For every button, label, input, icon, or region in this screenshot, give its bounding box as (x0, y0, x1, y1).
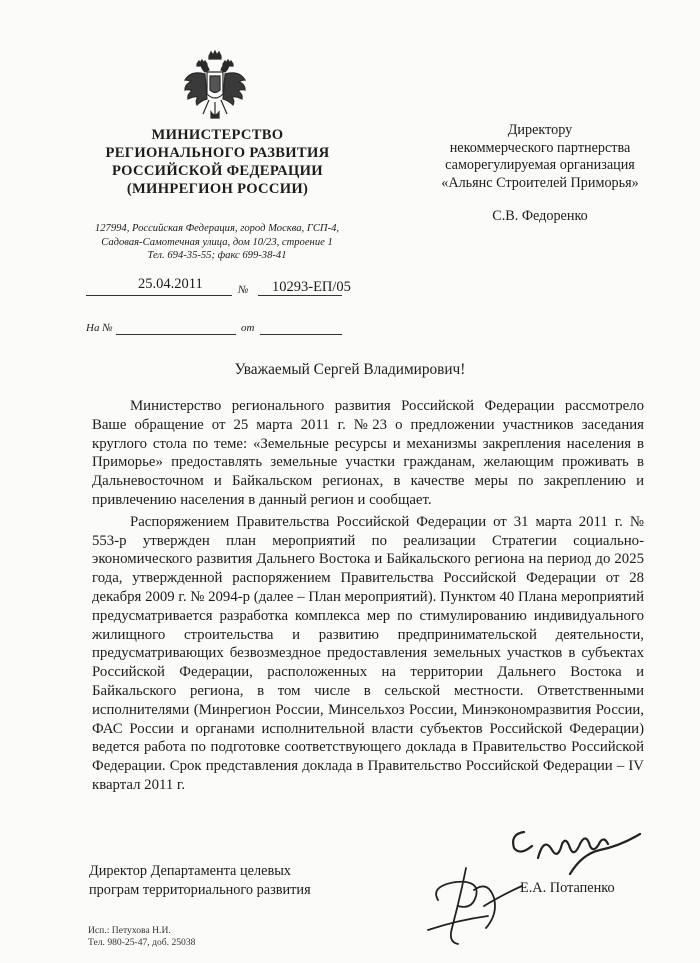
address-line: Тел. 694-35-55; факс 699-38-41 (147, 250, 287, 261)
executor-info (88, 925, 195, 948)
signatory-title (89, 862, 311, 899)
recipient-name: С.В. Федоренко (492, 208, 588, 224)
body-paragraph: Министерство регионального развития Российской Федерации рассмотрело Ваше обращение от 25 марта 2011 г. №23 о предложении участников заседания круглого стола по теме: «Земельные ресурсы и механизмы закрепления населения в Приморье» предоставлять земельные участки гражданам, желающим проживать в Дальневосточном и Байкальском регионах, в качестве меры по закреплению и привлечению населения в данный регион и сообщает. (92, 398, 644, 508)
ministry-name (95, 126, 340, 198)
reply-to-underline (116, 334, 236, 335)
ministry-line: РОССИЙСКОЙ ФЕДЕРАЦИИ (112, 163, 323, 179)
address-line: Садовая-Самотечная улица, дом 10/23, строение 1 (101, 236, 333, 248)
ministry-address (62, 222, 372, 263)
signatory-name: Е.А. Потапенко (520, 880, 615, 896)
outgoing-number: 10293-ЕП/05 (272, 279, 351, 295)
recipient-line: саморегулируемая организация (445, 157, 635, 173)
outgoing-date: 25.04.2011 (138, 276, 203, 292)
reply-to-label: На № (86, 322, 113, 334)
recipient-line: Директору (507, 122, 573, 138)
number-underline (258, 295, 342, 296)
signatory-title-line: програм территориального развития (89, 881, 311, 898)
executor-line: Тел. 980-25-47, доб. 25038 (88, 936, 196, 948)
reply-date-label: от (241, 322, 255, 334)
executor-line: Исп.: Петухова Н.И. (88, 925, 171, 936)
handwritten-signature-icon (418, 860, 528, 948)
recipient-line: «Альянс Строителей Приморья» (441, 174, 639, 191)
body-paragraph: Распоряжением Правительства Российской Федерации от 31 марта 2011 г. № 553-р утвержден план мероприятий по реализации Стратегии социально-экономического развития Дальнего Востока и Байкальского региона на период до 2025 года, утвержденной распоряжением Правительства Российской Федерации от 28 декабря 2009 г. № 2094-р (далее – План мероприятий). Пунктом 40 Плана мероприятий предусматривается разработка комплекса мер по стимулированию индивидуального жилищного строительства и развитию предпринимательской деятельности, предусматривающих безвозмездное предоставления земельных участков в субъектах Российской Федерации, расположенных на территории Дальнего Востока и Байкальского региона, в том числе в сельской местности. Ответственными исполнителями (Минрегион России, Минсельхоз России, Минэкономразвития России, ФАС России и органами исполнительной власти субъектов Российской Федерации) ведется работа по подготовке соответствующего доклада в Правительство Российской Федерации. Срок представления доклада в Правительство Российской Федерации – IV квартал 2011 г. (92, 513, 644, 793)
ministry-line: (МИНРЕГИОН РОССИИ) (126, 181, 309, 197)
address-line: 127994, Российская Федерация, город Москва, ГСП-4, (94, 223, 340, 234)
ministry-line: РЕГИОНАЛЬНОГО РАЗВИТИЯ (105, 145, 330, 161)
coat-of-arms-icon (183, 50, 247, 122)
salutation: Уважаемый Сергей Владимирович! (234, 361, 466, 378)
number-label: № (238, 284, 249, 296)
date-underline (86, 295, 232, 296)
ministry-line: МИНИСТЕРСТВО (151, 127, 284, 143)
reply-date-underline (260, 334, 342, 335)
letter-body (92, 397, 644, 798)
recipient-block (390, 122, 690, 226)
signatory-title-line: Директор Департамента целевых (89, 863, 291, 879)
recipient-line: некоммерческого партнерства (449, 139, 631, 156)
